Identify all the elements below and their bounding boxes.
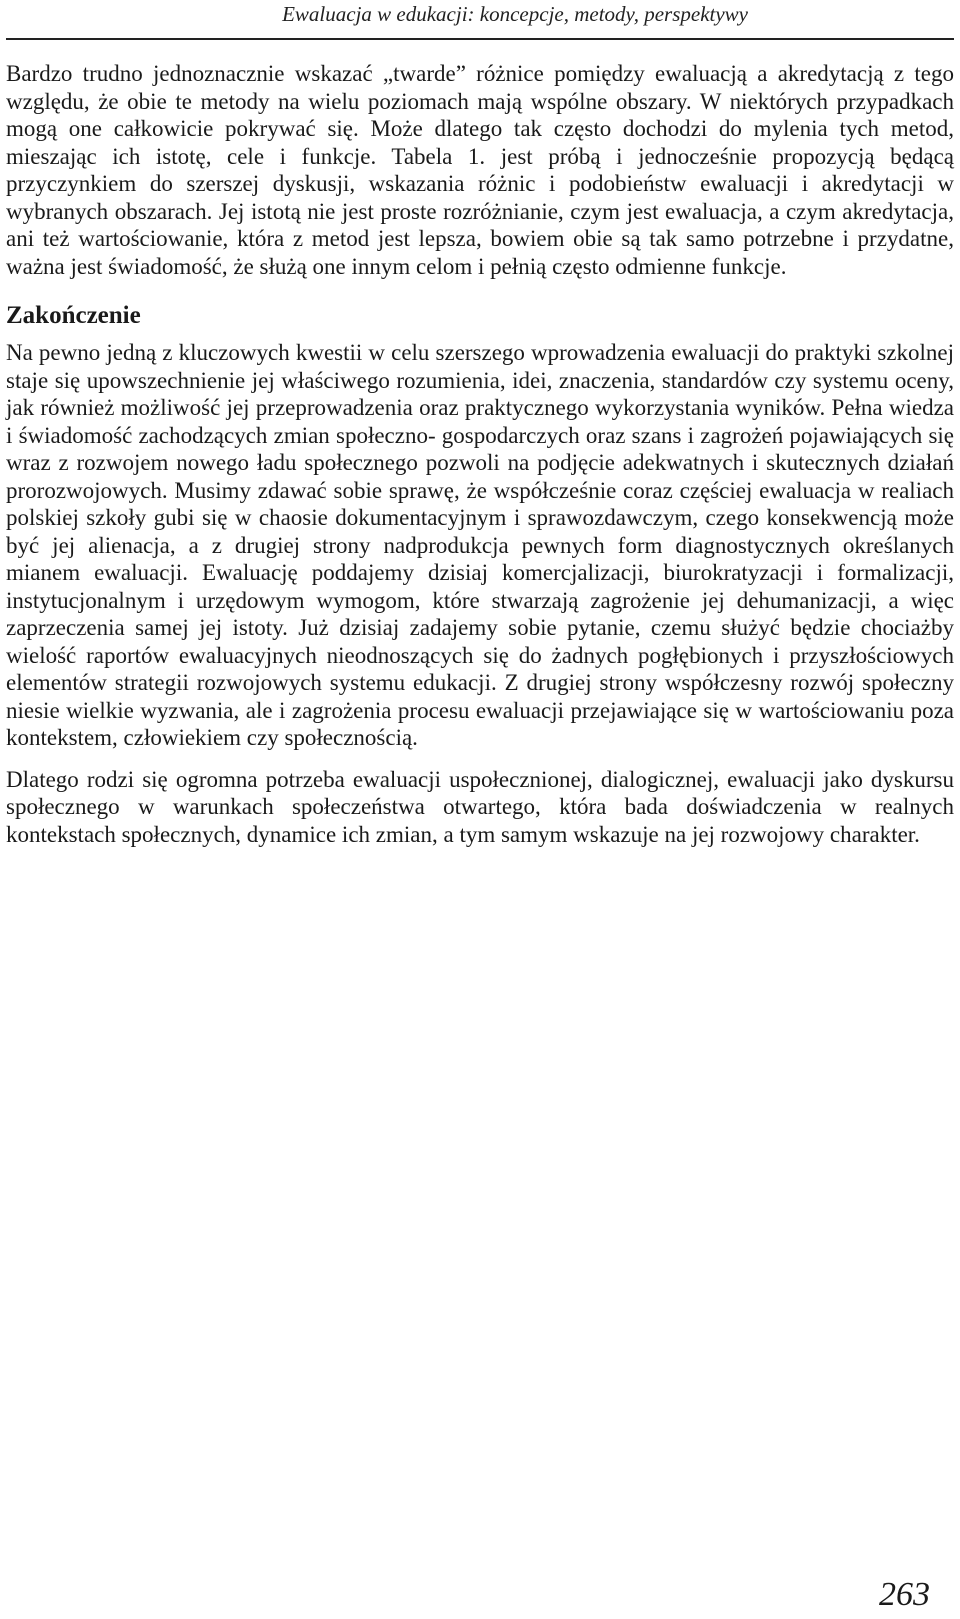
page-content (6, 60, 954, 848)
intro-paragraph: Bardzo trudno jednoznacznie wskazać „twarde” różnice pomiędzy ewaluacją a akredytacją z tego względu, że obie te metody na wielu poziomach mają wspólne obszary. W niektórych przypadkach mogą one całkowicie pokrywać się. Może dlatego tak często dochodzi do mylenia tych metod, mieszając ich istotę, cele i funkcje. Tabela 1. jest próbą i jednocześnie propozycją będącą przyczynkiem do szerszej dyskusji, wskazania różnic i podobieństw ewaluacji i akredytacji w wybranych obszarach. Jej istotą nie jest proste rozróżnianie, czym jest ewaluacja, a czym akredytacja, ani też wartościowanie, która z metod jest lepsza, bowiem obie są tak samo potrzebne i przydatne, ważna jest świadomość, że służą one innym celom i pełnią często odmienne funkcje. (6, 61, 954, 279)
page-number: 263 (879, 1576, 930, 1613)
section-paragraph-2: Dlatego rodzi się ogromna potrzeba ewaluacji uspołecznionej, dialogicznej, ewaluacji jako dyskursu społecznego w warunkach społeczeństwa otwartego, która bada doświadczenia w realnych kontekstach społecznych, dynamice ich zmian, a tym samym wskazuje na jej rozwojowy charakter. (6, 766, 954, 847)
running-header (6, 0, 954, 40)
section-heading: Zakończenie (6, 302, 141, 329)
section-paragraph-1: Na pewno jedną z kluczowych kwestii w celu szerszego wprowadzenia ewaluacji do praktyki szkolnej staje się upowszechnienie jej właściwego rozumienia, idei, znaczenia, standardów czy systemu oceny, jak również możliwość jej przeprowadzenia oraz praktycznego wykorzystania wyników. Pełna wiedza i świadomość zachodzących zmian społeczno- gospodarczych oraz szans i zagrożeń pojawiających się wraz z rozwojem nowego ładu społecznego pozwoli na podjęcie adekwatnych i skutecznych działań prorozwojowych. Musimy zdawać sobie sprawę, że współcześnie coraz częściej ewaluacja w realiach polskiej szkoły gubi się w chaosie dokumentacyjnym i sprawozdawczym, czego konsekwencją może być jej alienacja, a z drugiej strony nadprodukcja pewnych form diagnostycznych określanych mianem ewaluacji. Ewaluację poddajemy dzisiaj komercjalizacji, biurokratyzacji i formalizacji, instytucjonalnym i urzędowym wymogom, które stwarzają zagrożenie jej dehumanizacji, a więc zaprzeczenia samej jej istoty. Już dzisiaj zadajemy sobie pytanie, czemu służyć będzie chociażby wielość raportów ewaluacyjnych nieodnoszących się do żadnych pogłębionych i przyszłościowych elementów strategii rozwojowych systemu edukacji. Z drugiej strony współczesny rozwój społeczny niesie wielkie wyzwania, ale i zagrożenia procesu ewaluacji przejawiające się w wartościowaniu poza kontekstem, człowiekiem czy społecznością. (6, 340, 954, 750)
running-title: Ewaluacja w edukacji: koncepcje, metody, perspektywy (282, 2, 748, 26)
